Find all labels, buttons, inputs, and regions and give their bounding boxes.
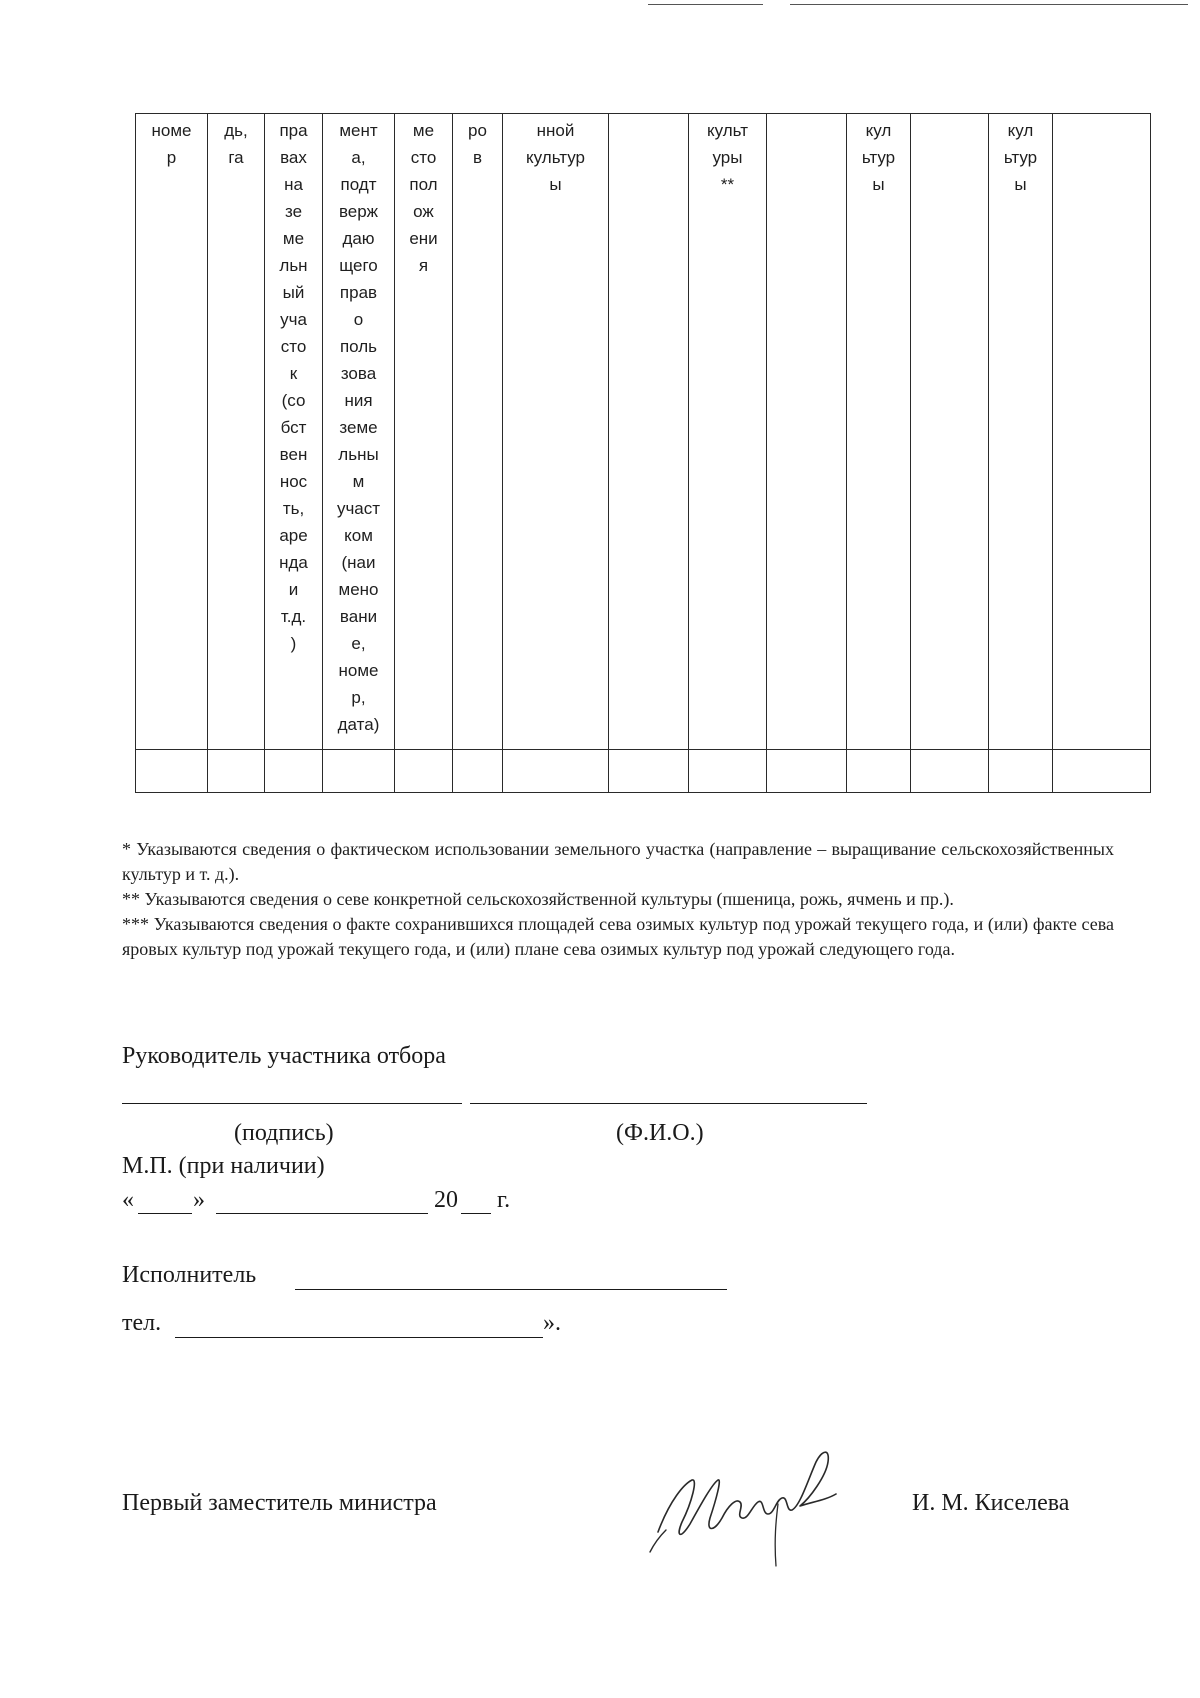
header-cell-text	[767, 114, 846, 117]
table-header-cell	[265, 114, 323, 750]
header-text-line: на	[284, 175, 303, 194]
header-text-line: сто	[280, 337, 307, 356]
header-cell-text	[689, 114, 766, 198]
header-text-line: поль	[339, 337, 378, 356]
header-cell-text	[136, 114, 207, 171]
header-text-line: я	[418, 256, 429, 275]
header-text-line: кул	[1007, 121, 1034, 140]
header-text-line: льны	[338, 445, 379, 464]
header-text-line: уча	[280, 310, 307, 329]
table-header-cell	[847, 114, 911, 750]
header-text-line: дата)	[337, 715, 380, 734]
footnote-2: ** Указываются сведения о севе конкретной сельскохозяйственной культуры (пшеница, рожь, ячмень и пр.).	[122, 889, 954, 909]
table-header-cell	[989, 114, 1053, 750]
table-header-cell	[689, 114, 767, 750]
header-text-line: га	[228, 148, 244, 167]
header-text-line: щего	[339, 256, 378, 275]
table-header-row	[136, 114, 1151, 750]
header-text-line: ы	[1014, 175, 1027, 194]
signature-caption: (подпись)	[234, 1120, 334, 1146]
header-text-line: вах	[280, 148, 307, 167]
handwritten-signature	[640, 1440, 860, 1575]
table-header-cell	[208, 114, 265, 750]
header-cell-text	[609, 114, 688, 117]
table-header-cell	[609, 114, 689, 750]
table-header-cell	[767, 114, 847, 750]
executor-line	[295, 1289, 727, 1290]
header-text-line: ком	[344, 526, 373, 545]
header-text-line: зе	[284, 202, 303, 221]
header-text-line: участ	[336, 499, 381, 518]
date-day-line	[138, 1213, 192, 1214]
table-empty-row	[136, 750, 1151, 793]
header-text-line: вани	[339, 607, 378, 626]
header-text-line: м	[352, 472, 365, 491]
scan-edge-line	[648, 4, 763, 5]
header-text-line: ть,	[282, 499, 305, 518]
header-text-line: культур	[526, 148, 585, 167]
header-text-line: е,	[351, 634, 366, 653]
table-cell	[395, 750, 453, 793]
header-text-line: (со	[281, 391, 306, 410]
table-header-cell	[1053, 114, 1151, 750]
seal-note: М.П. (при наличии)	[122, 1153, 325, 1179]
fio-caption: (Ф.И.О.)	[616, 1120, 704, 1146]
phone-line	[175, 1337, 543, 1338]
header-cell-text	[503, 114, 608, 198]
fio-line	[470, 1103, 867, 1104]
head-title: Руководитель участника отбора	[122, 1043, 446, 1069]
date-close-quote: »	[193, 1187, 205, 1213]
table-cell	[767, 750, 847, 793]
footnote-3: *** Указываются сведения о факте сохранившихся площадей сева озимых культур под урожай текущего года, и (или) факте сева яровых культур под урожай текущего года, и (или) плане сева озимых культур под урожай следующего года.	[122, 914, 1114, 959]
table-cell	[503, 750, 609, 793]
executor-label: Исполнитель	[122, 1262, 257, 1288]
header-cell-text	[1053, 114, 1150, 117]
header-text-line: ьтур	[1003, 148, 1038, 167]
table-header-cell	[911, 114, 989, 750]
header-cell-text	[265, 114, 322, 657]
header-text-line: ме	[412, 121, 435, 140]
table-header-cell	[323, 114, 395, 750]
scan-edge-line	[790, 4, 1188, 5]
table-cell	[847, 750, 911, 793]
table-header-cell	[136, 114, 208, 750]
header-text-line: к	[289, 364, 298, 383]
table-header-cell	[395, 114, 453, 750]
header-text-line: ме	[282, 229, 305, 248]
header-text-line: аре	[279, 526, 308, 545]
land-use-table	[135, 113, 1151, 793]
header-text-line: ы	[549, 175, 562, 194]
header-text-line: вен	[279, 445, 308, 464]
header-text-line: уры	[712, 148, 743, 167]
header-text-line: ро	[468, 121, 487, 140]
header-cell-text	[395, 114, 452, 279]
signer-name: И. М. Киселева	[912, 1490, 1070, 1516]
year-suffix: г.	[497, 1187, 511, 1213]
table-cell	[1053, 750, 1151, 793]
header-text-line: о	[353, 310, 364, 329]
table-cell	[989, 750, 1053, 793]
header-text-line: ож	[413, 202, 434, 221]
table-cell	[323, 750, 395, 793]
table-cell	[689, 750, 767, 793]
header-text-line: культ	[707, 121, 748, 140]
header-text-line: льн	[279, 256, 308, 275]
header-text-line: сто	[410, 148, 437, 167]
header-text-line: т.д.	[280, 607, 307, 626]
header-text-line: (наи	[341, 553, 376, 572]
footnote-1: * Указываются сведения о фактическом использовании земельного участка (направление – выращивание сельскохозяйственных культур и т. д.).	[122, 839, 1114, 884]
header-text-line: дь,	[224, 121, 248, 140]
header-text-line: прав	[339, 283, 378, 302]
table-header-cell	[503, 114, 609, 750]
header-text-line: земе	[339, 418, 378, 437]
header-text-line: верж	[338, 202, 379, 221]
header-text-line: нос	[279, 472, 308, 491]
header-cell-text	[453, 114, 502, 171]
header-text-line: подт	[340, 175, 377, 194]
signature-line	[122, 1103, 462, 1104]
header-text-line: **	[720, 175, 735, 194]
header-text-line: ый	[282, 283, 305, 302]
year-prefix: 20	[434, 1187, 458, 1213]
header-cell-text	[323, 114, 394, 738]
header-text-line: мено	[338, 580, 379, 599]
header-text-line: мент	[339, 121, 378, 140]
header-text-line: )	[290, 634, 297, 653]
header-text-line: в	[472, 148, 483, 167]
header-text-line: ени	[409, 229, 438, 248]
header-text-line: номе	[338, 661, 379, 680]
header-text-line: кул	[865, 121, 892, 140]
header-text-line: и	[288, 580, 299, 599]
header-text-line: даю	[342, 229, 375, 248]
header-text-line: зова	[340, 364, 377, 383]
header-cell-text	[989, 114, 1052, 198]
header-text-line: номе	[151, 121, 192, 140]
date-open-quote: «	[122, 1187, 134, 1213]
phone-label: тел.	[122, 1310, 162, 1336]
footnotes	[122, 837, 1114, 962]
header-text-line: нда	[279, 553, 308, 572]
header-text-line: р	[166, 148, 177, 167]
signer-position: Первый заместитель министра	[122, 1490, 437, 1516]
header-text-line: ния	[344, 391, 373, 410]
table-cell	[453, 750, 503, 793]
header-text-line: пра	[279, 121, 308, 140]
header-cell-text	[208, 114, 264, 171]
phone-end: ».	[543, 1310, 561, 1336]
header-text-line: ьтур	[861, 148, 896, 167]
header-text-line: нной	[536, 121, 575, 140]
table-cell	[609, 750, 689, 793]
table-cell	[265, 750, 323, 793]
header-text-line: ы	[872, 175, 885, 194]
header-text-line: бст	[280, 418, 307, 437]
table-cell	[136, 750, 208, 793]
header-cell-text	[847, 114, 910, 198]
date-month-line	[216, 1213, 428, 1214]
table-header-cell	[453, 114, 503, 750]
table-cell	[208, 750, 265, 793]
header-text-line: а,	[351, 148, 366, 167]
header-text-line: пол	[409, 175, 438, 194]
table-cell	[911, 750, 989, 793]
year-line	[461, 1213, 491, 1214]
header-cell-text	[911, 114, 988, 117]
header-text-line: р,	[351, 688, 366, 707]
